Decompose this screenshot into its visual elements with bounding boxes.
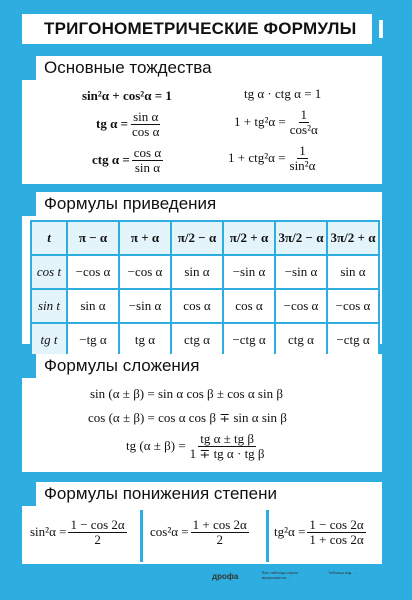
- header-cell: π + α: [119, 221, 171, 255]
- table-number: I: [372, 14, 390, 44]
- table-cell: ctg α: [275, 323, 327, 357]
- formula-tg-sum: tg (α ± β) = $\frac{\text{tg α ± tg β}}{\text{1 ∓ tg α · tg β}}$: [126, 431, 265, 461]
- section-header: [22, 192, 216, 216]
- formula-cos-sum: cos (α ± β) = cos α cos β ∓ sin α sin β: [88, 410, 287, 425]
- section-marker: [22, 56, 36, 80]
- publisher-logo: дрофа: [212, 572, 239, 581]
- footer-credits-left: Все таблицы серии выпускаются ...: [262, 570, 298, 581]
- table-cell: −cos α: [119, 255, 171, 289]
- section-identities: [22, 56, 382, 184]
- table-cell: tg α: [119, 323, 171, 357]
- formula-cos-sq: cos²α = $\frac{1 + \cos 2\alpha}{2}$: [150, 517, 247, 547]
- section-power: [22, 482, 382, 564]
- table-cell: ctg α: [171, 323, 223, 357]
- section-reduction: [22, 192, 382, 347]
- section-title: Формулы приведения: [44, 194, 217, 213]
- section-header: [22, 354, 200, 378]
- table-row: [31, 323, 379, 357]
- formula-tg-sq-power: tg²α = $\frac{1 - \cos 2\alpha}{1 + \cos 2\alpha}$: [274, 517, 364, 547]
- section-title: Основные тождества: [44, 58, 212, 77]
- header-cell: π/2 − α: [171, 221, 223, 255]
- section-marker: [22, 482, 36, 506]
- table-cell: cos α: [223, 289, 275, 323]
- section-title: Формулы сложения: [44, 356, 200, 375]
- divider: [140, 510, 143, 562]
- table-cell: −cos α: [67, 255, 119, 289]
- row-label: tg t: [31, 323, 67, 357]
- table-cell: sin α: [171, 255, 223, 289]
- formula-tg-sq: 1 + tg²α = $\frac{1}{\text{cos²α}}$: [234, 107, 318, 137]
- table-row: [31, 255, 379, 289]
- section-addition: [22, 354, 382, 472]
- section-header: [22, 482, 277, 506]
- header-cell: π − α: [67, 221, 119, 255]
- table-cell: −cos α: [327, 289, 379, 323]
- formula-pythagorean: sin²α + cos²α = 1: [82, 88, 172, 103]
- section-marker: [22, 192, 36, 216]
- table-cell: −sin α: [275, 255, 327, 289]
- header-cell: 3π/2 − α: [275, 221, 327, 255]
- table-cell: −cos α: [275, 289, 327, 323]
- table-cell: −ctg α: [223, 323, 275, 357]
- formula-sin-sq: sin²α = $\frac{1 - \cos 2\alpha}{2}$: [30, 517, 125, 547]
- formula-tg-ctg: tg α · ctg α = 1: [244, 86, 322, 101]
- header-cell: π/2 + α: [223, 221, 275, 255]
- page-title: ТРИГОНОМЕТРИЧЕСКИЕ ФОРМУЛЫ: [44, 19, 357, 38]
- formula-sin-sum: sin (α ± β) = sin α cos β ± cos α sin β: [90, 386, 283, 401]
- table-cell: sin α: [327, 255, 379, 289]
- reduction-table: [30, 220, 380, 358]
- footer-credits-right: Таблица изд. ...: [328, 570, 357, 575]
- section-title: Формулы понижения степени: [44, 484, 277, 503]
- formula-tg-def: tg α = $\frac{\text{sin α}}{\text{cos α}}$: [96, 109, 160, 139]
- divider: [266, 510, 269, 562]
- formula-ctg-def: ctg α = $\frac{\text{cos α}}{\text{sin α}}$: [92, 145, 162, 175]
- table-cell: sin α: [67, 289, 119, 323]
- table-cell: −ctg α: [327, 323, 379, 357]
- table-cell: −sin α: [223, 255, 275, 289]
- table-cell: −tg α: [67, 323, 119, 357]
- row-label: sin t: [31, 289, 67, 323]
- row-label: cos t: [31, 255, 67, 289]
- section-header: [22, 56, 212, 80]
- header-cell: t: [31, 221, 67, 255]
- section-marker: [22, 354, 36, 378]
- table-header-row: [31, 221, 379, 255]
- formula-ctg-sq: 1 + ctg²α = $\frac{1}{\text{sin²α}}$: [228, 143, 316, 173]
- table-row: [31, 289, 379, 323]
- header-cell: 3π/2 + α: [327, 221, 379, 255]
- table-cell: cos α: [171, 289, 223, 323]
- title-bar: [22, 14, 390, 44]
- table-cell: −sin α: [119, 289, 171, 323]
